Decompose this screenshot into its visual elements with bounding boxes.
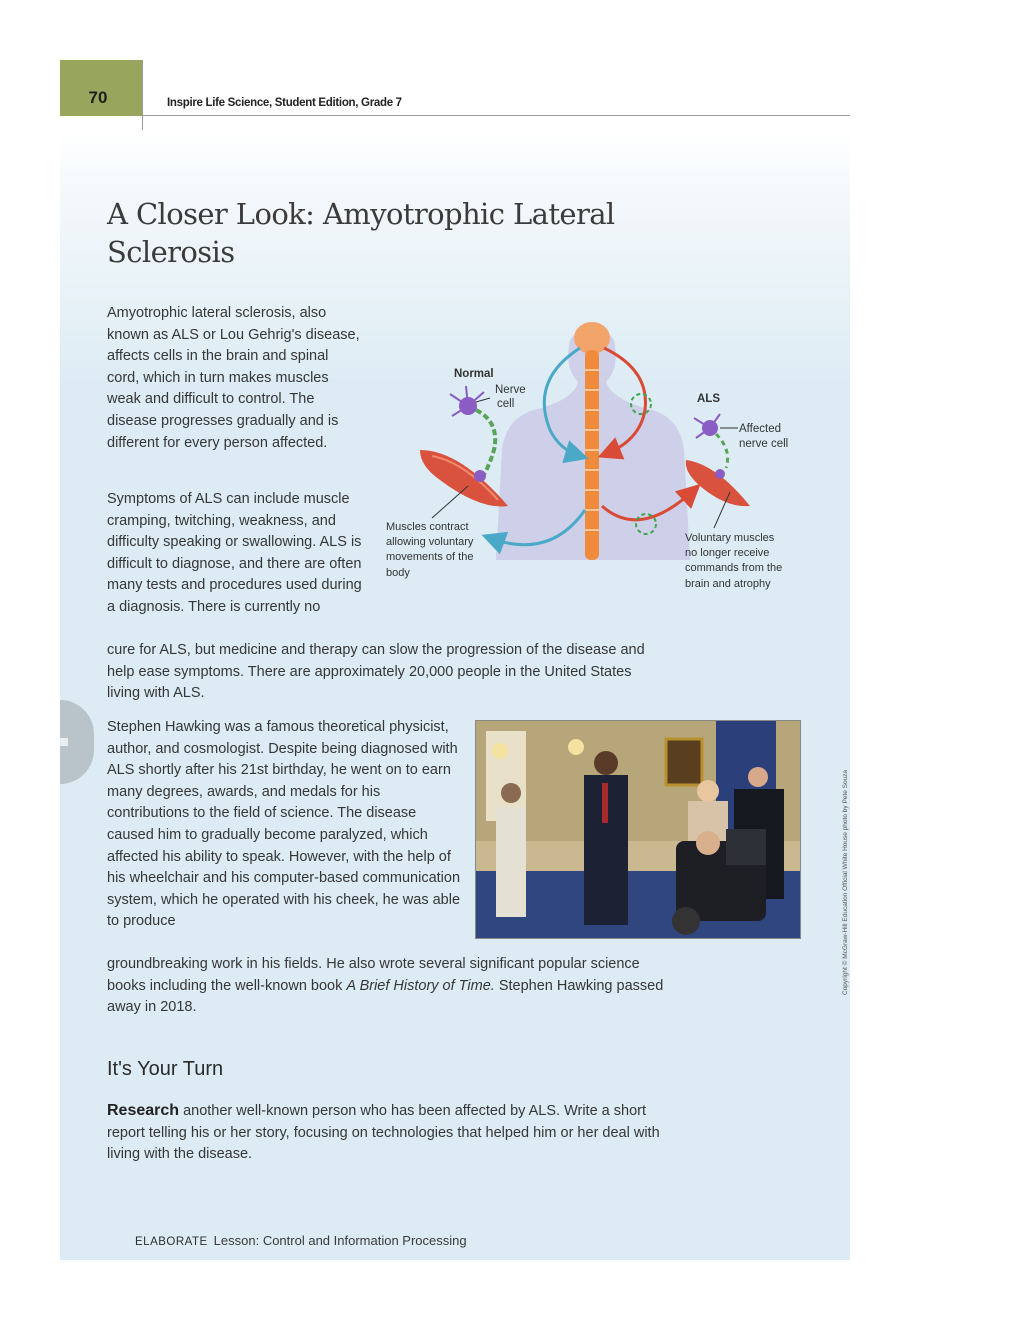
page-title <box>107 195 707 271</box>
normal-muscle <box>420 450 508 506</box>
page-number: 70 <box>88 88 108 107</box>
hawking-text-before-title: groundbreaking work in his fields. He also wrote several significant popular science books including the well-known book <box>107 956 640 994</box>
side-tab-marker <box>60 738 68 746</box>
label-als: ALS <box>697 393 720 405</box>
hawking-text-after-title: Stephen Hawking passed away in 2018. <box>107 977 664 1016</box>
research-prompt <box>107 1100 667 1166</box>
book-title: Inspire Life Science, Student Edition, Grade 7 <box>167 97 402 109</box>
paragraph-hawking: Stephen Hawking was a famous theoretical physicist, author, and cosmologist. Despite being diagnosed with ALS shortly after his 21st birthday, he went on to earn many degrees, awards, and medals for his contributions to the field of science. The disease caused him to gradually become paralyzed, which affected his ability to speak. However, with the help of his wheelchair and his computer-based communication system, which he operated with his cheek, he was able to produce <box>107 719 461 930</box>
label-voluntary-3: commands from the <box>685 562 783 574</box>
label-muscles-3: movements of the <box>386 551 474 563</box>
label-voluntary-2: no longer receive <box>685 547 770 559</box>
label-affected-1: Affected <box>739 423 781 435</box>
page-title-line2: Sclerosis <box>107 235 235 269</box>
label-nerve-cell-1: Nerve <box>495 384 526 396</box>
label-normal: Normal <box>454 368 494 380</box>
page-footer <box>135 1233 467 1248</box>
research-keyword: Research <box>107 1102 180 1119</box>
label-muscles-2: allowing voluntary <box>386 536 474 548</box>
als-nerve-cell <box>694 414 738 468</box>
research-text: another well-known person who has been affected by ALS. Write a short report telling his or her story, focusing on technologies that helped him or her deal with living with the disease. <box>107 1103 660 1163</box>
book-title-brief-history: A Brief History of Time. <box>346 977 495 994</box>
muscle-pointer <box>432 486 468 518</box>
label-muscles-4: body <box>386 567 410 579</box>
photo-credit: Copyright © McGraw-Hill Education Official White House photo by Pete Souza <box>842 769 849 995</box>
its-your-turn-heading: It's Your Turn <box>107 1058 224 1080</box>
als-muscle <box>686 460 750 506</box>
label-voluntary-1: Voluntary muscles <box>685 532 775 544</box>
nerve-pointer <box>476 398 490 402</box>
label-voluntary-4: brain and atrophy <box>685 578 771 590</box>
page-title-line1: A Closer Look: Amyotrophic Lateral <box>107 197 615 231</box>
label-affected-2: nerve cell <box>739 438 789 450</box>
hawking-photo <box>475 720 801 939</box>
paragraph-symptoms-continued: cure for ALS, but medicine and therapy can slow the progression of the disease and help ease symptoms. There are approximately 20,000 people in the United States living with ALS. <box>107 642 645 702</box>
header-divider-vertical <box>142 60 143 130</box>
label-nerve-cell-2: cell <box>497 398 515 410</box>
footer-lesson: Lesson: Control and Information Processing <box>213 1233 467 1248</box>
als-diagram-graphic <box>380 310 810 610</box>
spinal-cord <box>585 350 599 560</box>
paragraph-intro: Amyotrophic lateral sclerosis, also known as ALS or Lou Gehrig's disease, affects cells in the brain and spinal cord, which in turn makes muscles weak and difficult to control. The disease progresses gradually and is different for every person affected. <box>107 305 360 451</box>
paragraph-symptoms: Symptoms of ALS can include muscle cramping, twitching, weakness, and difficulty speaking or swallowing. ALS is difficult to diagnose, and there are often many tests and procedures used during a diagnosis. There is currently no <box>107 491 362 615</box>
footer-tag: ELABORATE <box>135 1236 208 1248</box>
als-diagram <box>380 310 810 610</box>
header-divider-horizontal <box>142 115 850 116</box>
paragraph-hawking-continued <box>107 954 667 1019</box>
hawking-photo-illustration <box>476 721 800 938</box>
label-muscles-1: Muscles contract <box>386 521 469 533</box>
